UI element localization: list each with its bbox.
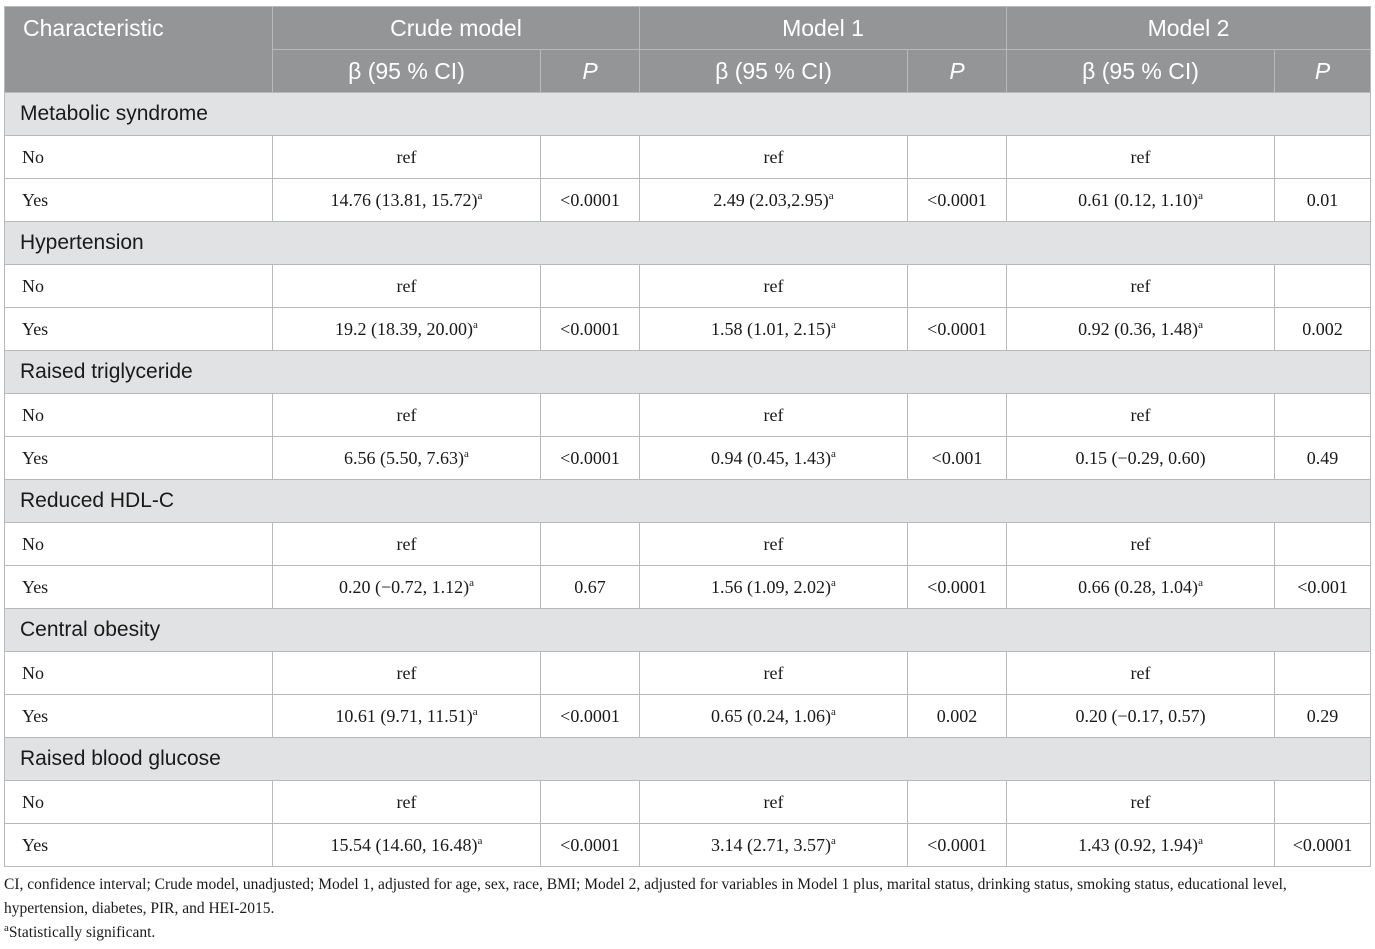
- cell-crude-p: [541, 781, 640, 824]
- cell-model2-p: [1275, 566, 1371, 609]
- cell-value: <0.0001: [927, 318, 987, 339]
- table-row: [5, 781, 1371, 824]
- cell-model2-p: [1275, 652, 1371, 695]
- cell-value: 1.43 (0.92, 1.94): [1078, 834, 1199, 855]
- cell-model1-beta: [640, 437, 908, 480]
- significance-mark: a: [831, 447, 836, 460]
- cell-value: ref: [763, 404, 784, 425]
- cell-crude-beta: [273, 652, 541, 695]
- cell-model1-p: [908, 566, 1007, 609]
- row-label: Yes: [5, 824, 273, 867]
- cell-crude-beta: [273, 695, 541, 738]
- cell-model1-p: [908, 695, 1007, 738]
- footnote-sig-mark: a: [4, 921, 9, 934]
- header-characteristic: Characteristic: [5, 7, 273, 93]
- cell-model2-beta: [1007, 523, 1275, 566]
- section-row: [5, 222, 1371, 265]
- row-label: No: [5, 523, 273, 566]
- cell-model2-beta: [1007, 781, 1275, 824]
- significance-mark: a: [477, 834, 483, 847]
- table-row: [5, 394, 1371, 437]
- row-label: Yes: [5, 695, 273, 738]
- cell-value: ref: [1130, 146, 1151, 167]
- cell-model1-beta: [640, 695, 908, 738]
- cell-model1-beta: [640, 523, 908, 566]
- section-title: Central obesity: [5, 609, 1371, 652]
- section-title: Reduced HDL-C: [5, 480, 1371, 523]
- cell-value: ref: [1130, 533, 1151, 554]
- cell-crude-beta: [273, 308, 541, 351]
- cell-model1-beta: [640, 136, 908, 179]
- cell-value: ref: [396, 404, 417, 425]
- cell-model2-beta: [1007, 824, 1275, 867]
- cell-model2-beta: [1007, 566, 1275, 609]
- cell-value: 14.76 (13.81, 15.72): [330, 189, 478, 210]
- significance-mark: a: [831, 576, 836, 589]
- section-title: Raised blood glucose: [5, 738, 1371, 781]
- row-label: Yes: [5, 566, 273, 609]
- cell-model2-beta: [1007, 265, 1275, 308]
- significance-mark: a: [477, 189, 483, 202]
- cell-value: ref: [1130, 791, 1151, 812]
- cell-crude-p: [541, 437, 640, 480]
- cell-crude-beta: [273, 136, 541, 179]
- cell-value: ref: [763, 146, 784, 167]
- cell-value: 0.61 (0.12, 1.10): [1078, 189, 1199, 210]
- cell-model1-beta: [640, 265, 908, 308]
- significance-mark: a: [1198, 189, 1203, 202]
- results-table-container: [4, 6, 1370, 945]
- table-row: [5, 136, 1371, 179]
- cell-value: 15.54 (14.60, 16.48): [330, 834, 478, 855]
- cell-value: ref: [396, 791, 417, 812]
- header-model1-beta: β (95 % CI): [640, 50, 908, 93]
- cell-value: 0.01: [1306, 189, 1339, 210]
- cell-model1-beta: [640, 652, 908, 695]
- cell-crude-beta: [273, 394, 541, 437]
- cell-value: ref: [1130, 275, 1151, 296]
- cell-crude-p: [541, 179, 640, 222]
- cell-value: 1.56 (1.09, 2.02): [711, 576, 832, 597]
- row-label: Yes: [5, 179, 273, 222]
- cell-model1-beta: [640, 566, 908, 609]
- cell-value: ref: [1130, 662, 1151, 683]
- cell-value: 0.002: [1302, 318, 1343, 339]
- cell-crude-beta: [273, 824, 541, 867]
- cell-crude-p: [541, 652, 640, 695]
- cell-value: ref: [396, 275, 417, 296]
- cell-value: 0.67: [574, 576, 606, 597]
- cell-value: 0.29: [1306, 705, 1339, 726]
- cell-value: ref: [396, 146, 417, 167]
- cell-crude-p: [541, 308, 640, 351]
- cell-model1-p: [908, 824, 1007, 867]
- cell-value: 0.66 (0.28, 1.04): [1078, 576, 1199, 597]
- footnote-abbreviations: CI, confidence interval; Crude model, unadjusted; Model 1, adjusted for age, sex, race, BMI; Model 2, adjusted for variables in Model 1 plus, marital status, drinking status, smoking status, educational level, hypertension, diabetes, PIR, and HEI-2015.: [4, 876, 1287, 917]
- cell-crude-p: [541, 566, 640, 609]
- cell-model1-p: [908, 394, 1007, 437]
- row-label: Yes: [5, 308, 273, 351]
- cell-value: 19.2 (18.39, 20.00): [335, 318, 474, 339]
- cell-value: ref: [763, 662, 784, 683]
- row-label: No: [5, 781, 273, 824]
- cell-value: 0.002: [936, 705, 978, 726]
- cell-value: 0.49: [1306, 447, 1339, 468]
- cell-crude-beta: [273, 566, 541, 609]
- section-title: Raised triglyceride: [5, 351, 1371, 394]
- cell-model2-p: [1275, 179, 1371, 222]
- table-row: [5, 179, 1371, 222]
- cell-value: 0.94 (0.45, 1.43): [711, 447, 832, 468]
- table-row: [5, 308, 1371, 351]
- cell-crude-p: [541, 824, 640, 867]
- cell-model1-p: [908, 523, 1007, 566]
- table-row: [5, 695, 1371, 738]
- cell-model1-beta: [640, 394, 908, 437]
- cell-model2-beta: [1007, 308, 1275, 351]
- table-row: [5, 437, 1371, 480]
- cell-model2-p: [1275, 136, 1371, 179]
- cell-model1-beta: [640, 179, 908, 222]
- header-crude-p: P: [541, 50, 640, 93]
- significance-mark: a: [1198, 318, 1203, 331]
- header-model1-p: P: [908, 50, 1007, 93]
- cell-model2-beta: [1007, 652, 1275, 695]
- cell-model2-beta: [1007, 394, 1275, 437]
- cell-value: 10.61 (9.71, 11.51): [335, 705, 473, 726]
- significance-mark: a: [464, 447, 469, 460]
- significance-mark: a: [469, 576, 475, 589]
- table-row: [5, 265, 1371, 308]
- cell-crude-beta: [273, 523, 541, 566]
- table-row: [5, 652, 1371, 695]
- cell-value: <0.001: [1297, 576, 1348, 597]
- cell-value: <0.0001: [1292, 834, 1353, 855]
- cell-crude-p: [541, 265, 640, 308]
- header-model2-beta: β (95 % CI): [1007, 50, 1275, 93]
- header-model-1: Model 1: [640, 7, 1007, 50]
- cell-model1-beta: [640, 308, 908, 351]
- cell-value: 0.65 (0.24, 1.06): [711, 705, 832, 726]
- table-body: [5, 93, 1371, 867]
- section-row: [5, 609, 1371, 652]
- cell-model1-p: [908, 136, 1007, 179]
- cell-model2-p: [1275, 394, 1371, 437]
- cell-model1-p: [908, 781, 1007, 824]
- header-crude-model: Crude model: [273, 7, 640, 50]
- cell-value: ref: [763, 275, 784, 296]
- cell-model2-p: [1275, 308, 1371, 351]
- cell-model1-beta: [640, 824, 908, 867]
- cell-crude-p: [541, 394, 640, 437]
- section-row: [5, 738, 1371, 781]
- cell-model1-p: [908, 265, 1007, 308]
- cell-value: ref: [763, 791, 784, 812]
- header-crude-beta: β (95 % CI): [273, 50, 541, 93]
- section-row: [5, 480, 1371, 523]
- significance-mark: a: [1198, 834, 1203, 847]
- cell-crude-p: [541, 136, 640, 179]
- cell-value: <0.0001: [560, 834, 620, 855]
- cell-crude-beta: [273, 265, 541, 308]
- cell-crude-beta: [273, 437, 541, 480]
- cell-model1-p: [908, 437, 1007, 480]
- table-row: [5, 523, 1371, 566]
- cell-value: 0.92 (0.36, 1.48): [1078, 318, 1199, 339]
- cell-value: <0.0001: [560, 447, 620, 468]
- row-label: No: [5, 136, 273, 179]
- footnote-significance: [4, 921, 1370, 945]
- cell-model2-p: [1275, 437, 1371, 480]
- cell-model2-p: [1275, 265, 1371, 308]
- cell-model1-beta: [640, 781, 908, 824]
- section-title: Metabolic syndrome: [5, 93, 1371, 136]
- cell-model2-p: [1275, 523, 1371, 566]
- header-model-2: Model 2: [1007, 7, 1371, 50]
- significance-mark: a: [831, 834, 836, 847]
- cell-crude-p: [541, 523, 640, 566]
- cell-value: 0.20 (−0.17, 0.57): [1075, 705, 1206, 726]
- cell-value: 6.56 (5.50, 7.63): [344, 447, 465, 468]
- cell-value: <0.0001: [927, 189, 987, 210]
- cell-value: <0.0001: [927, 576, 987, 597]
- cell-model1-p: [908, 308, 1007, 351]
- cell-value: <0.001: [931, 447, 983, 468]
- row-label: No: [5, 394, 273, 437]
- cell-model2-beta: [1007, 695, 1275, 738]
- table-footnotes: [4, 873, 1370, 945]
- significance-mark: a: [831, 318, 836, 331]
- cell-value: <0.0001: [560, 318, 620, 339]
- row-label: No: [5, 652, 273, 695]
- cell-model2-beta: [1007, 136, 1275, 179]
- cell-model1-p: [908, 179, 1007, 222]
- row-label: No: [5, 265, 273, 308]
- significance-mark: a: [473, 318, 478, 331]
- cell-value: 0.20 (−0.72, 1.12): [338, 576, 470, 597]
- cell-value: ref: [396, 533, 417, 554]
- significance-mark: a: [1198, 576, 1203, 589]
- footnote-sig-text: Statistically significant.: [8, 924, 156, 941]
- cell-model2-p: [1275, 781, 1371, 824]
- significance-mark: a: [472, 705, 478, 718]
- cell-value: <0.0001: [560, 705, 620, 726]
- section-title: Hypertension: [5, 222, 1371, 265]
- cell-crude-beta: [273, 781, 541, 824]
- cell-value: 0.15 (−0.29, 0.60): [1075, 447, 1206, 468]
- cell-value: <0.0001: [927, 834, 987, 855]
- cell-model2-beta: [1007, 437, 1275, 480]
- cell-value: 1.58 (1.01, 2.15): [711, 318, 832, 339]
- regression-table: [4, 6, 1371, 867]
- cell-crude-p: [541, 695, 640, 738]
- section-row: [5, 93, 1371, 136]
- row-label: Yes: [5, 437, 273, 480]
- cell-model1-p: [908, 652, 1007, 695]
- cell-value: ref: [396, 662, 417, 683]
- cell-value: 3.14 (2.71, 3.57): [711, 834, 832, 855]
- table-row: [5, 566, 1371, 609]
- cell-model2-p: [1275, 824, 1371, 867]
- significance-mark: a: [831, 705, 836, 718]
- significance-mark: a: [828, 189, 834, 202]
- table-row: [5, 824, 1371, 867]
- cell-model2-beta: [1007, 179, 1275, 222]
- cell-value: ref: [1130, 404, 1151, 425]
- cell-value: 2.49 (2.03,2.95): [713, 189, 829, 210]
- cell-value: ref: [763, 533, 784, 554]
- cell-model2-p: [1275, 695, 1371, 738]
- cell-crude-beta: [273, 179, 541, 222]
- table-header: [5, 7, 1371, 93]
- cell-value: <0.0001: [560, 189, 620, 210]
- header-model2-p: P: [1275, 50, 1371, 93]
- section-row: [5, 351, 1371, 394]
